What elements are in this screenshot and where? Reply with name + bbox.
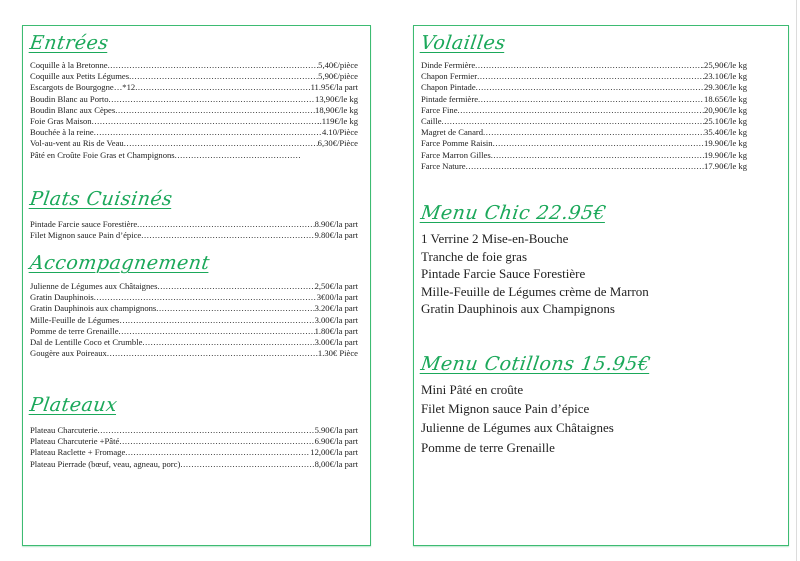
leader-dots: [119, 326, 315, 337]
section-menu-cotillons: [421, 353, 651, 458]
item-price: 29.30€/le kg: [704, 82, 747, 93]
section-accompagnement: [30, 252, 358, 359]
leader-dots: [477, 71, 704, 82]
menu-cotillons-list: [421, 381, 651, 458]
menu-course: Mille-Feuille de Légumes crème de Marron: [421, 283, 649, 299]
section-title-plateaux: Plateaux: [28, 394, 119, 416]
item-price: 18,90€/le kg: [315, 104, 358, 115]
item-price: 6,30€/Pièce: [317, 138, 358, 149]
menu-item: Escargots de Bourgogne…*12 ..... 11.95€/la part: [30, 82, 358, 93]
leader-dots: [156, 303, 314, 314]
menu-item: Foie Gras Maison ..... ..119€/le kg: [30, 116, 358, 127]
leader-dots: [94, 127, 322, 138]
menu-course: Gratin Dauphinois aux Champignons: [421, 301, 615, 316]
menu-item: Plateau Raclette + Fromage ..... 12,00€/la part: [30, 447, 358, 458]
item-price: 6.90€/la part: [314, 436, 358, 447]
leader-dots: [458, 105, 705, 116]
leader-dots: [483, 127, 704, 138]
leader-dots: [141, 230, 314, 241]
menu-item: Magret de Canard ..... 35.40€/le kg: [421, 127, 747, 138]
item-price: 18.65€/le kg: [704, 93, 747, 104]
leader-dots: [466, 161, 704, 172]
leader-dots: [128, 315, 315, 326]
leader-dots: [180, 459, 314, 470]
menu-item: Farce Marron Gilles ..... 19.90€/le kg: [421, 150, 747, 161]
menu-item: Julienne de Légumes aux Châtaignes ..... 2,50€/la part: [30, 281, 358, 292]
leader-dots: [109, 94, 315, 105]
item-price: 9.80€/la part: [314, 230, 358, 241]
item-price: ..119€/le kg: [317, 116, 358, 127]
section-title-entrees: Entrées: [28, 32, 111, 54]
menu-course: Filet Mignon sauce Pain d’épice: [421, 400, 590, 416]
leader-dots: [108, 60, 319, 71]
leader-dots: [94, 292, 317, 303]
leader-dots: [119, 436, 314, 447]
plats-cuisines-list: [30, 219, 358, 241]
menu-item: Pintade Farcie sauce Forestière ..... 8.90€/la part: [30, 219, 358, 230]
menu-item: Bouchée à la reine ..... 4.10/Pièce: [30, 127, 358, 138]
section-title-menu-cotillons: Menu Cotillons 15.95€: [419, 353, 653, 375]
leader-dots: [92, 116, 318, 127]
leader-dots: [124, 138, 318, 149]
item-price: 11.95€/la part: [310, 82, 358, 93]
leader-dots: [157, 281, 314, 292]
leader-dots: [107, 348, 318, 359]
item-price: 4.10/Pièce: [321, 127, 358, 138]
menu-item: Boudin Blanc aux Cèpes ..... 18,90€/le kg: [30, 105, 358, 116]
leader-dots: [493, 138, 704, 149]
left-menu-panel: [22, 25, 371, 546]
section-plateaux: [30, 394, 358, 470]
item-price: 19.90€/le kg: [704, 138, 747, 149]
right-menu-panel: [413, 25, 789, 546]
item-price: .25,90€/le kg: [701, 60, 747, 70]
item-price: 5,90€/pièce: [318, 71, 358, 82]
leader-dots: [476, 82, 704, 93]
menu-course: Pintade Farcie Sauce Forestière: [421, 266, 586, 281]
menu-item: Dinde Fermière ..... .25,90€/le kg: [421, 60, 747, 71]
menu-item: Vol-au-vent au Ris de Veau ..... 6,30€/Pièce: [30, 138, 358, 149]
leader-dots: [137, 219, 314, 230]
item-price: 17.90€/le kg: [704, 160, 747, 171]
leader-dots: [129, 71, 318, 82]
menu-item: Farce Nature ..... 17.90€/le kg: [421, 161, 747, 172]
menu-item: Filet Mignon sauce Pain d’épice ..... 9.80€/la part: [30, 230, 358, 241]
section-title-plats-cuisines: Plats Cuisinés: [28, 188, 175, 210]
item-price: 3€00/la part: [316, 292, 358, 303]
plateaux-list: [30, 425, 358, 470]
menu-item: Pintade fermière ..... 18.65€/le kg: [421, 94, 747, 105]
item-price: 3.20€/la part: [314, 303, 358, 314]
section-plats-cuisines: [30, 188, 358, 241]
entrees-list: [30, 60, 358, 161]
menu-item: Pomme de terre Grenaille ..... 1.80€/la part: [30, 326, 358, 337]
leader-dots: [442, 116, 705, 127]
menu-item: Pâté en Croûte Foie Gras et Champignons .....: [30, 150, 300, 161]
item-price: 8.90€/la part: [314, 219, 358, 229]
menu-course: Pomme de terre Grenaille: [421, 440, 555, 455]
item-price: 3.00€/la part: [314, 314, 358, 325]
item-price: 5.90€/la part: [314, 425, 358, 435]
section-title-accompagnement: Accompagnement: [28, 252, 212, 274]
menu-item: Farce Pomme Raisin ..... 19.90€/le kg: [421, 138, 747, 149]
leader-dots: [175, 150, 300, 161]
menu-item: Farce Fine ..... 20,90€/le kg: [421, 105, 747, 116]
section-volailles: [421, 32, 747, 172]
section-title-volailles: Volailles: [419, 32, 508, 54]
menu-item: Coquille aux Petits Légumes ..... 5,90€/pièce: [30, 71, 358, 82]
menu-course: 1 Verrine 2 Mise-en-Bouche: [421, 231, 569, 246]
accompagnement-list: [30, 281, 358, 359]
item-price: 3.00€/la part: [314, 337, 358, 348]
menu-item: Plateau Charcuterie +Pâté ..... 6.90€/la part: [30, 436, 358, 447]
item-price: 12,00€/la part: [310, 447, 358, 458]
item-price: 1.80€/la part: [314, 325, 358, 336]
menu-item: Dal de Lentille Coco et Crumble ..... 3.00€/la part: [30, 337, 358, 348]
section-menu-chic: [421, 202, 649, 318]
menu-item: Gratin Dauphinois aux champignons ..... 3.20€/la part: [30, 303, 358, 314]
item-price: 13,90€/le kg: [315, 93, 358, 104]
item-price: 35.40€/le kg: [704, 127, 747, 138]
item-price: 20,90€/le kg: [704, 104, 747, 115]
menu-item: Chapon Pintade ..... 29.30€/le kg: [421, 82, 747, 93]
menu-item: Plateau Pierrade (bœuf, veau, agneau, porc) ..... 8,00€/la part: [30, 459, 358, 470]
leader-dots: [475, 60, 702, 71]
menu-course: Julienne de Légumes aux Châtaignes: [421, 420, 614, 435]
item-price: 5,40€/pièce: [318, 60, 358, 70]
menu-chic-list: [421, 230, 649, 318]
leader-dots: [135, 82, 310, 93]
item-price: 23.10€/le kg: [704, 71, 747, 82]
menu-item: Gratin Dauphinois ..... 3€00/la part: [30, 292, 358, 303]
section-title-menu-chic: Menu Chic 22.95€: [419, 202, 608, 224]
leader-dots: [491, 150, 704, 161]
leader-dots: [98, 425, 315, 436]
leader-dots: [478, 94, 704, 105]
leader-dots: [115, 105, 315, 116]
item-price: 8,00€/la part: [314, 458, 358, 469]
menu-item: Gougère aux Poireaux ..... 1.30€ Pièce: [30, 348, 358, 359]
menu-item: Chapon Fermier ..... 23.10€/le kg: [421, 71, 747, 82]
menu-item: Coquille à la Bretonne ..... 5,40€/pièce: [30, 60, 358, 71]
menu-item: Mille-Feuille de Légumes… ..... 3.00€/la part: [30, 315, 358, 326]
menu-item: Plateau Charcuterie ..... 5.90€/la part: [30, 425, 358, 436]
menu-course: Mini Pâté en croûte: [421, 382, 524, 397]
volailles-list: [421, 60, 747, 172]
menu-item: Boudin Blanc au Porto ..... 13,90€/le kg: [30, 94, 358, 105]
menu-item: Caille ..... 25.10€/le kg: [421, 116, 747, 127]
page-edge-divider: [796, 0, 797, 561]
item-price: 19.90€/le kg: [704, 149, 747, 160]
leader-dots: [142, 337, 314, 348]
item-price: 1.30€ Pièce: [317, 348, 358, 359]
menu-course: Tranche de foie gras: [421, 248, 528, 264]
item-price: 25.10€/le kg: [704, 116, 747, 127]
section-entrees: [30, 32, 358, 161]
item-price: 2,50€/la part: [314, 281, 358, 291]
leader-dots: [125, 447, 310, 458]
